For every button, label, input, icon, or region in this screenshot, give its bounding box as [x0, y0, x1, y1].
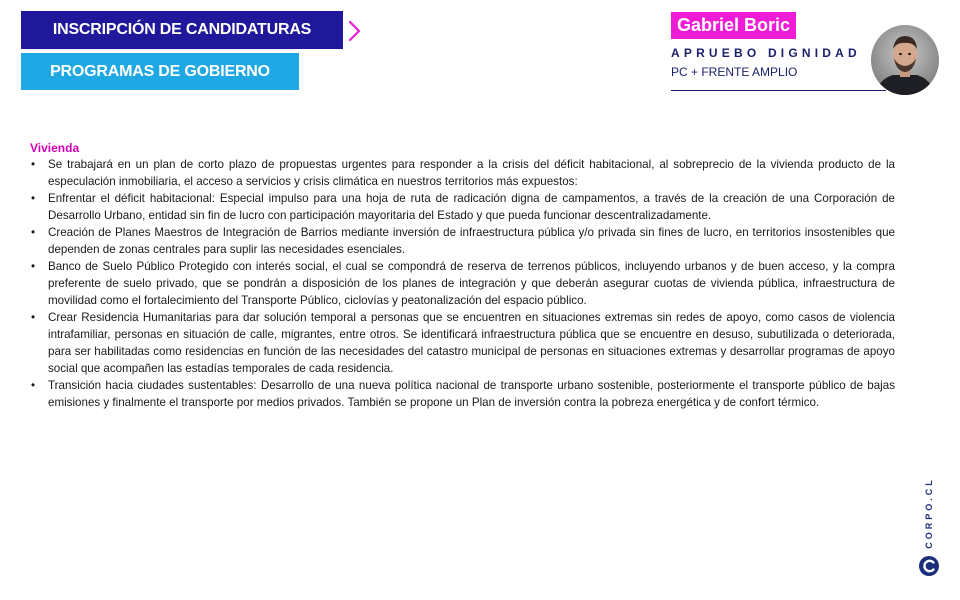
inscripcion-candidaturas-label: INSCRIPCIÓN DE CANDIDATURAS: [52, 21, 312, 38]
bullet-item: • Creación de Planes Maestros de Integración de Barrios mediante inversión de infraestructura pública y/o privada sin fines de lucro, en territorios insostenibles que dependen de zonas centrales para suplir las necesidades esenciales.: [30, 224, 895, 258]
programas-gobierno-label: PROGRAMAS DE GOBIERNO: [50, 62, 270, 80]
bullet-list: [30, 156, 895, 411]
coalition-name: APRUEBO DIGNIDAD: [671, 46, 861, 60]
program-content: [30, 141, 895, 411]
corpo-logo-icon: [918, 555, 940, 577]
section-title: Vivienda: [30, 141, 80, 155]
programas-gobierno-button[interactable]: [21, 53, 299, 90]
chevron-right-icon[interactable]: [346, 18, 364, 44]
header-divider: [671, 90, 886, 91]
bullet-item: • Crear Residencia Humanitarias para dar solución temporal a personas que se encuentren en situaciones extremas sin redes de apoyo, como casos de violencia intrafamiliar, personas en situación de calle, migrantes, entre otros. Se identificará infraestructura pública que se encuentre en desuso, subutilizada o deteriorada, para ser habilitadas como residencias en función de las necesidades del catastro municipal de personas en situaciones extremas y desarrollar programas de apoyo social que acompañen las estadías temporales de cada residencia.: [30, 309, 895, 377]
candidate-name: Gabriel Boric: [671, 12, 796, 39]
inscripcion-candidaturas-button[interactable]: [21, 11, 343, 49]
bullet-item: • Transición hacia ciudades sustentables: Desarrollo de una nueva política nacional de transporte urbano sostenible, posteriormente el transporte público de bajas emisiones y finalmente el transporte por medios privados. También se propone un Plan de inversión contra la pobreza energética y de confort térmico.: [30, 377, 895, 411]
coalition-parties: PC + FRENTE AMPLIO: [671, 65, 798, 79]
bullet-item: • Enfrentar el déficit habitacional: Especial impulso para una hoja de ruta de radicación digna de campamentos, a través de la creación de una Corporación de Desarrollo Urbano, entidad sin fin de lucro con participación mayoritaria del Estado y que pueda funcionar descentralizadamente.: [30, 190, 895, 224]
corpo-watermark-text: CORPO.CL: [924, 477, 934, 549]
bullet-item: • Banco de Suelo Público Protegido con interés social, el cual se compondrá de reserva de terrenos públicos, incluyendo urbanos y de buen acceso, y la compra preferente de suelo privado, que se pondrán a disposición de los planes de integración y que deberán asegurar cuotas de vivienda pública, infraestructura de movilidad como el fortalecimiento del Transporte Público, ciclovías y peatonalización del espacio público.: [30, 258, 895, 309]
corpo-watermark: [914, 465, 944, 580]
avatar-photo: [871, 25, 939, 95]
candidate-avatar: [871, 25, 939, 95]
bullet-item: • Se trabajará en un plan de corto plazo de propuestas urgentes para responder a la crisis del déficit habitacional, al sobreprecio de la vivienda producto de la especulación inmobiliaria, el acceso a servicios y crisis climática en nuestros territorios más expuestos:: [30, 156, 895, 190]
